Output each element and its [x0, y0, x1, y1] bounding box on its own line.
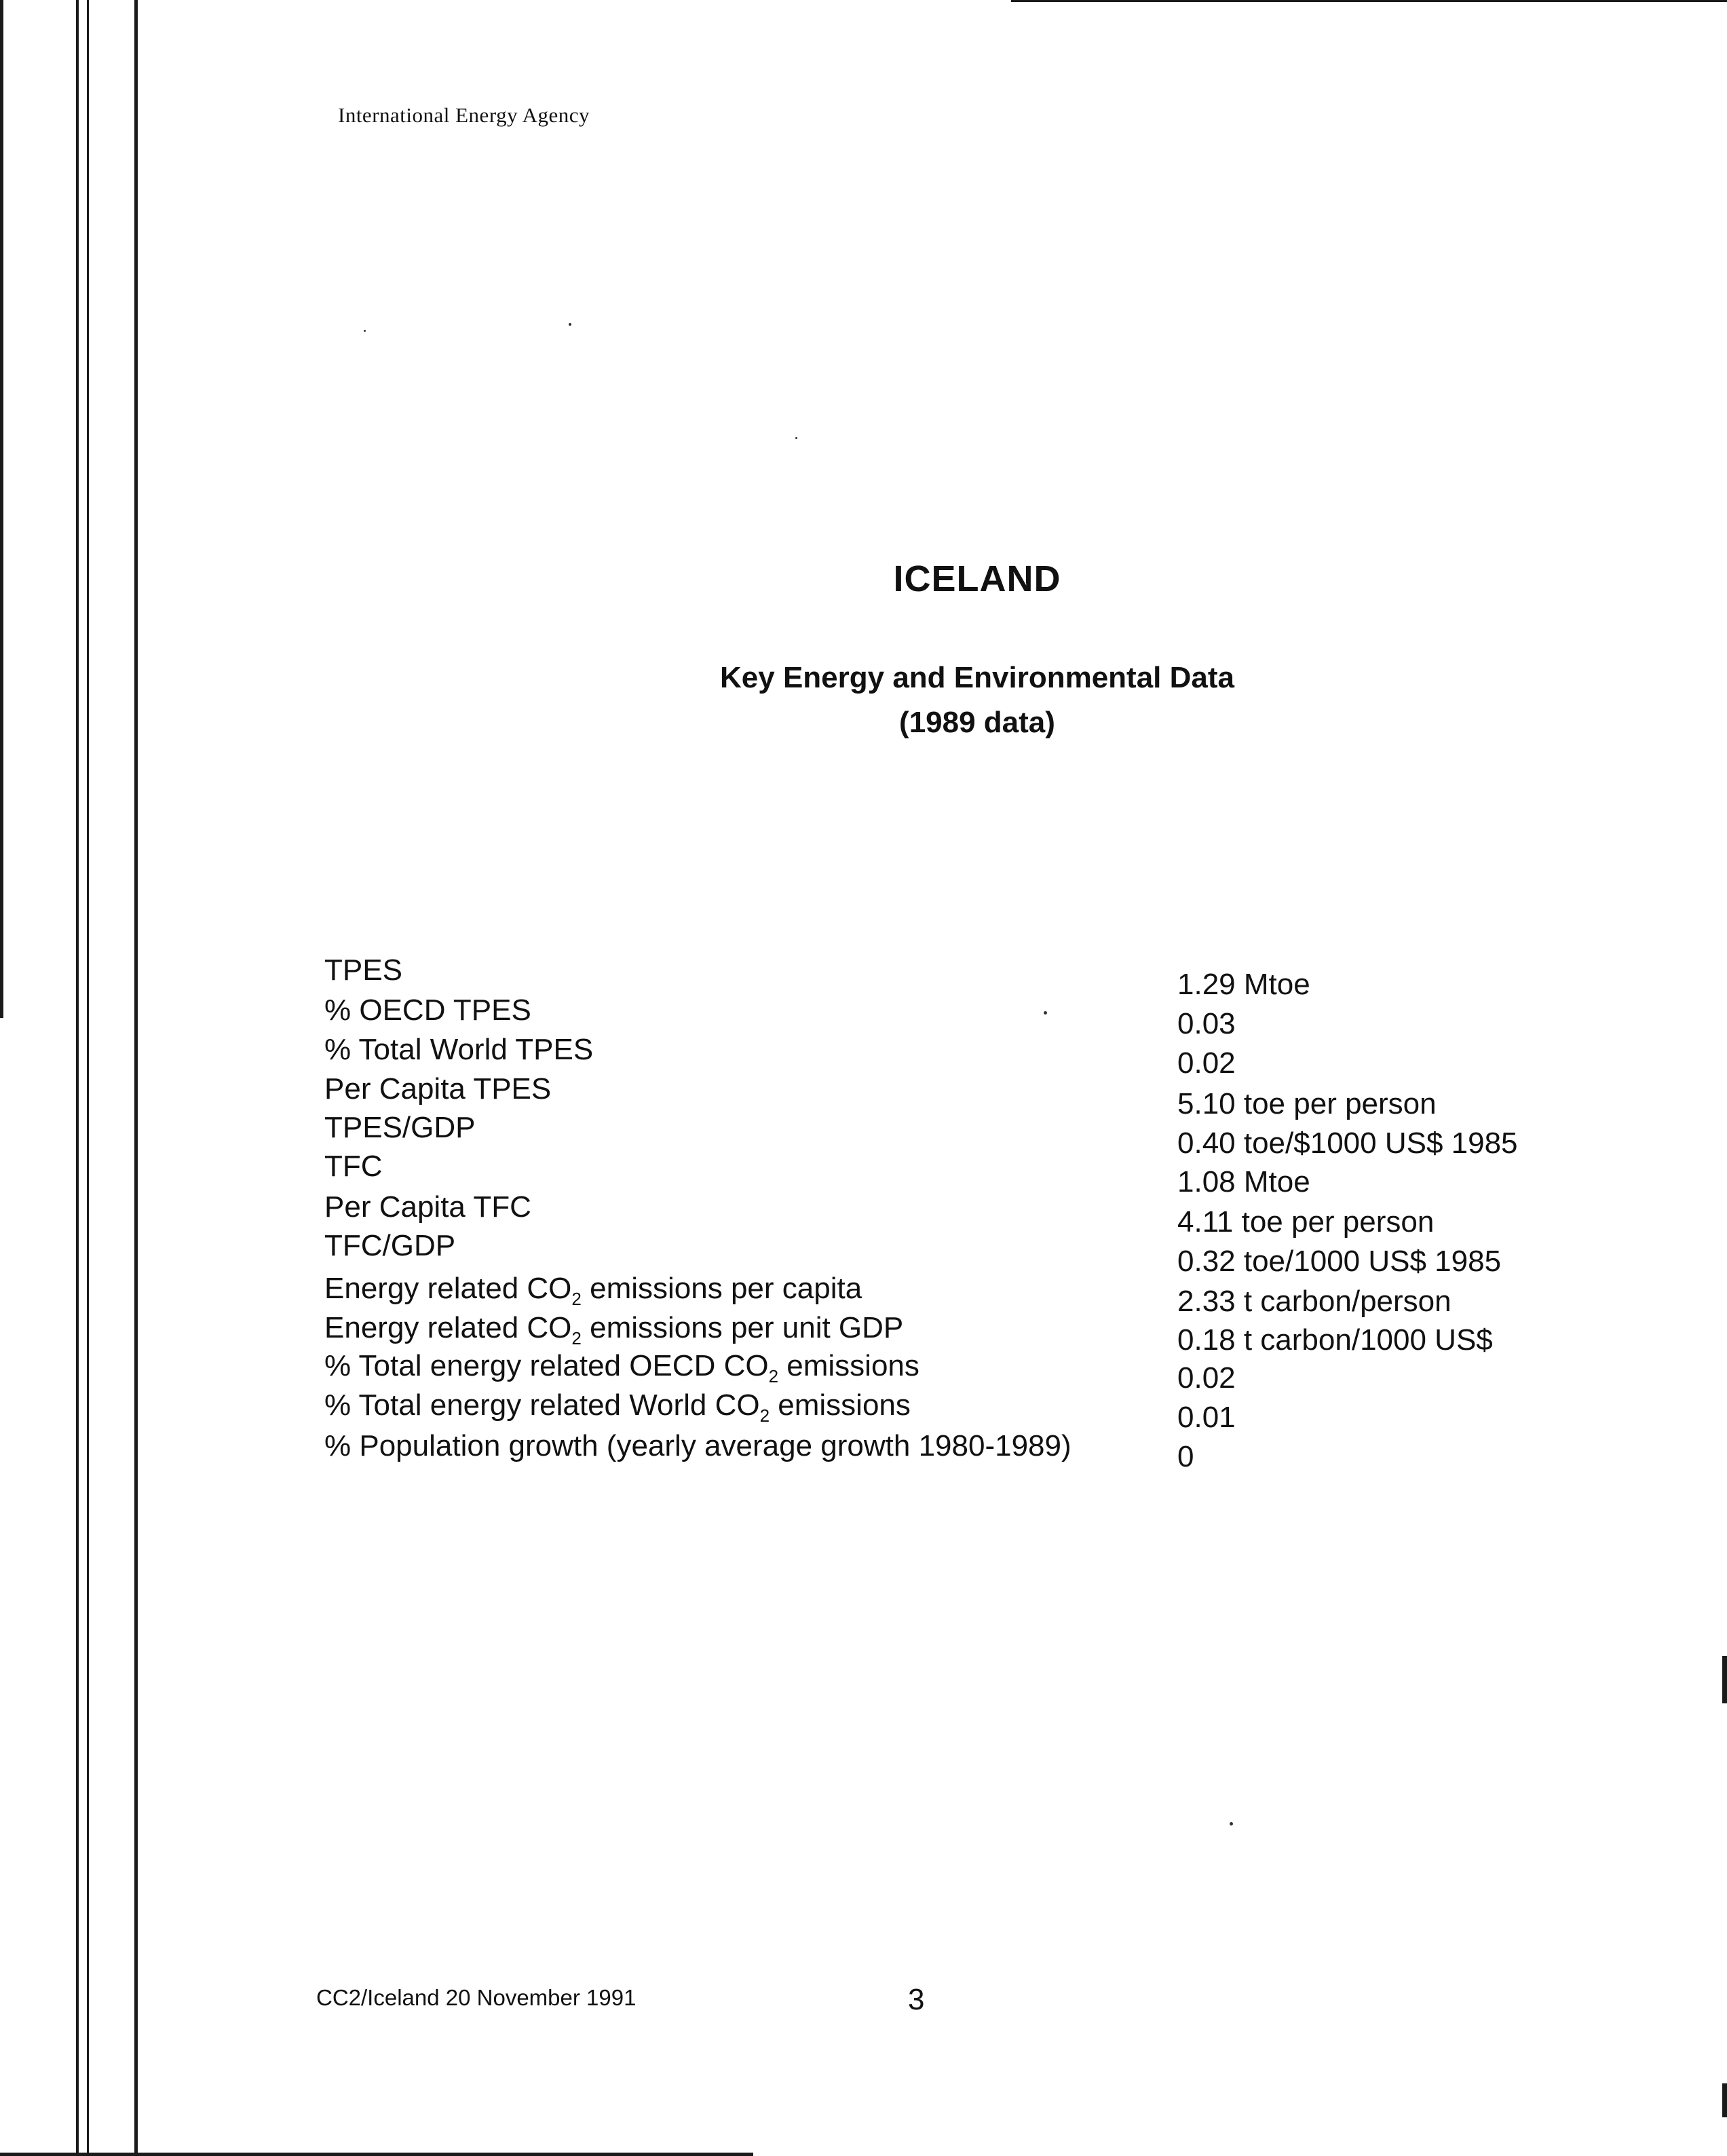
scan-speck	[1230, 1822, 1233, 1826]
scan-top-rule	[1011, 0, 1727, 2]
row-label: Per Capita TPES	[324, 1072, 552, 1105]
row-value: 0	[1177, 1440, 1194, 1473]
row-label: % Total energy related OECD $CO_2$ emissions	[324, 1349, 919, 1386]
row-label: TPES/GDP	[324, 1111, 476, 1144]
row-value: 0.18 t carbon/1000 US$	[1177, 1323, 1493, 1357]
scan-bottom-rule	[0, 2153, 753, 2156]
row-value: 0.40 toe/$1000 US$ 1985	[1177, 1127, 1518, 1160]
row-label: % Total World TPES	[324, 1033, 594, 1066]
page-subtitle-year: (1989 data)	[899, 706, 1055, 739]
organization-header: International Energy Agency	[338, 103, 590, 127]
row-label: Per Capita TFC	[324, 1190, 531, 1224]
page-edge-line	[76, 0, 79, 2156]
row-value: 0.02	[1177, 1046, 1236, 1080]
footer-document-id: CC2/Iceland 20 November 1991	[316, 1985, 637, 2010]
row-value: 4.11 toe per person	[1177, 1205, 1435, 1238]
row-label: Energy related $CO_2$ emissions per capita	[324, 1272, 862, 1309]
row-value: 1.29 Mtoe	[1177, 968, 1310, 1001]
row-value: 0.02	[1177, 1361, 1236, 1395]
row-value: 0.32 toe/1000 US$ 1985	[1177, 1245, 1502, 1278]
row-label: TFC/GDP	[324, 1229, 456, 1262]
row-label: TFC	[324, 1150, 383, 1183]
page-title: ICELAND	[893, 559, 1061, 599]
scan-speck	[364, 330, 366, 332]
page-subtitle: Key Energy and Environmental Data	[720, 661, 1234, 694]
row-value: 0.01	[1177, 1401, 1236, 1434]
row-value: 2.33 t carbon/person	[1177, 1285, 1451, 1318]
row-value: 5.10 toe per person	[1177, 1087, 1437, 1120]
scan-edge-mark	[1722, 2083, 1727, 2117]
row-value: 0.03	[1177, 1007, 1236, 1040]
row-label: Energy related $CO_2$ emissions per unit GDP	[324, 1311, 904, 1348]
page-edge-line	[134, 0, 138, 2156]
scan-speck	[569, 323, 571, 326]
row-label: % OECD TPES	[324, 994, 531, 1027]
scan-speck	[795, 437, 797, 439]
row-label: TPES	[324, 953, 402, 987]
row-value: 1.08 Mtoe	[1177, 1165, 1310, 1198]
page-edge-line	[87, 0, 89, 2156]
page-edge-line	[0, 0, 3, 1018]
scan-edge-mark	[1722, 1656, 1727, 1703]
row-label: % Total energy related World $CO_2$ emissions	[324, 1388, 911, 1426]
page-number: 3	[908, 1983, 925, 2016]
row-label: % Population growth (yearly average growth 1980-1989)	[324, 1429, 1071, 1462]
scan-speck	[1044, 1011, 1047, 1015]
